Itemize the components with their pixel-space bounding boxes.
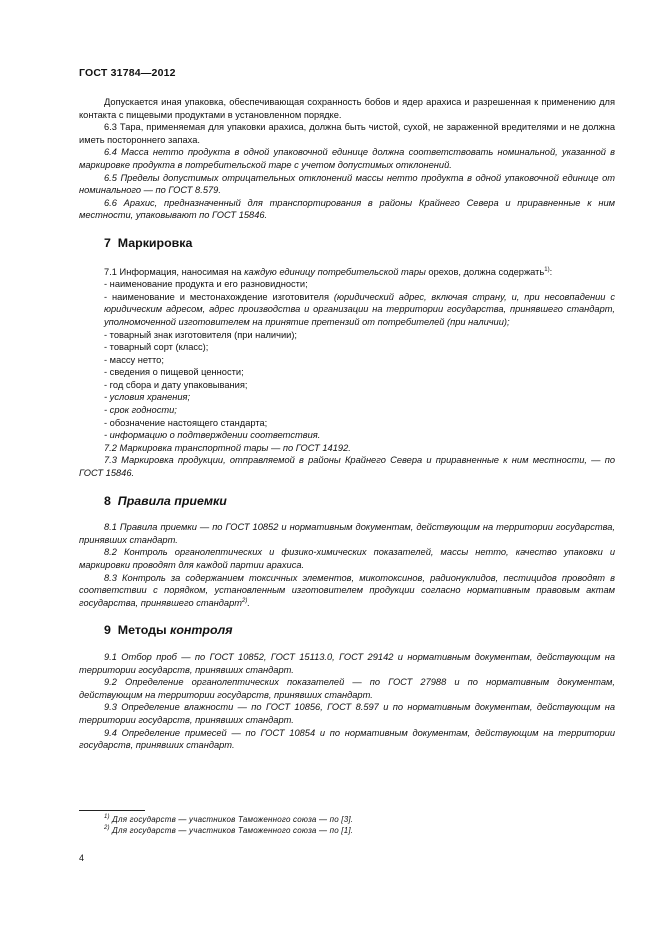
text: . — [247, 597, 250, 608]
text: орехов, должна содержать — [425, 266, 545, 277]
paragraph — [79, 572, 615, 610]
text: - наименование и местонахождение изготовителя — [104, 291, 334, 302]
text: : — [549, 266, 553, 277]
footnote-text: Для государств — участников Таможенного союза — по [1]. — [109, 826, 354, 835]
section-title: Правила приемки — [117, 493, 227, 508]
section-number: 8 — [104, 493, 111, 508]
paragraph: 6.4 Масса нетто продукта в одной упаковочной единице должна соответствовать номинальной, указанной в маркировке продукта в потребительской таре с учетом допустимых отклонений. — [79, 147, 615, 170]
text: 7.1 Информация, наносимая на — [104, 266, 245, 277]
paragraph: 8.1 Правила приемки — по ГОСТ 10852 и нормативным документам, действующим на территории государства, принявших стандарт. — [79, 522, 615, 545]
paragraph: 9.3 Определение влажности — по ГОСТ 10856, ГОСТ 8.597 и по нормативным документам, действующим на территории государств, принявших стандарт. — [79, 702, 615, 725]
section-number: 7 — [104, 235, 111, 250]
section-heading-9 — [79, 624, 615, 637]
document-body — [79, 96, 615, 752]
paragraph: 7.3 Маркировка продукции, отправляемой в районы Крайнего Севера и приравненные к ним местности, — по ГОСТ 15846. — [79, 455, 615, 479]
section-title-italic: контроля — [170, 623, 233, 638]
paragraph: 6.6 Арахис, предназначенный для транспортирования в районы Крайнего Севера и приравненные к ним местности, упаковывают по ГОСТ 15846. — [79, 197, 615, 221]
page-number: 4 — [79, 853, 85, 863]
list-item: - массу нетто; — [104, 354, 164, 365]
paragraph: 7.2 Маркировка транспортной тары — по ГОСТ 14192. — [104, 442, 351, 453]
footnote-2 — [104, 826, 353, 835]
section-title: Методы — [117, 623, 171, 638]
footnote-mark: 1) — [104, 814, 110, 820]
section-heading-7 — [79, 237, 615, 250]
list-item: - срок годности; — [104, 405, 177, 416]
list-item: - информацию о подтверждении соответствия. — [104, 430, 321, 441]
paragraph: 6.3 Тара, применяемая для упаковки арахиса, должна быть чистой, сухой, не зараженной вредителями и не должна иметь постороннего запаха. — [79, 122, 615, 145]
section-number: 9 — [104, 623, 111, 638]
document-header: ГОСТ 31784—2012 — [79, 67, 176, 79]
paragraph: Допускается иная упаковка, обеспечивающая сохранность бобов и ядер арахиса и разрешенная к применению для контакта с пищевыми продуктами в установленном порядке. — [79, 97, 615, 120]
list-item: - товарный сорт (класс); — [104, 342, 209, 353]
list-item: - товарный знак изготовителя (при наличии); — [104, 329, 298, 340]
footnote-1 — [104, 815, 353, 824]
list-item: - год сбора и дату упаковывания; — [104, 379, 248, 390]
list-item: - наименование продукта и его разновидности; — [104, 279, 308, 290]
list-item — [104, 291, 615, 329]
paragraph: 8.2 Контроль органолептических и физико-химических показателей, массы нетто, качество упаковки и маркировки проводят для каждой партии арахиса. — [79, 547, 615, 570]
footnote-divider — [79, 810, 145, 811]
paragraph — [79, 266, 615, 279]
list-item: - обозначение настоящего стандарта; — [104, 417, 268, 428]
paragraph: 9.4 Определение примесей — по ГОСТ 10854 и по нормативным документам, действующим на территории государств, принявших стандарт. — [79, 727, 615, 751]
paragraph: 9.2 Определение органолептических показателей — по ГОСТ 27988 и по нормативным документам, действующим на территории государств, принявших стандарт. — [79, 677, 615, 700]
section-heading-8 — [79, 495, 615, 508]
text: каждую единицу потребительской тары — [244, 266, 426, 277]
paragraph: 6.5 Пределы допустимых отрицательных отклонений массы нетто продукта в одной упаковочной единице от номинального — по ГОСТ 8.579. — [79, 172, 615, 196]
text: 8.3 Контроль за содержанием токсичных элементов, микотоксинов, радионуклидов, пестицидов проводят в соответствии с порядком, установленным изготовителем продукции согласно нормативным правовым актам государства, принявшего стандарт — [79, 572, 615, 608]
paragraph: 9.1 Отбор проб — по ГОСТ 10852, ГОСТ 15113.0, ГОСТ 29142 и нормативным документам, действующим на территории государств, принявших стандарт. — [79, 651, 615, 675]
text: (юридический адрес, включая страну, и, при несовпадении с юридическим адресом, адрес производства и организации на территории государства, принявшего стандарт, уполномоченной изготовителем на принятие претензий от потребителей (при наличии); — [104, 291, 615, 327]
footnote-text: Для государств — участников Таможенного союза — по [3]. — [109, 815, 354, 824]
footnote-ref: 1) — [544, 266, 550, 273]
list-item: - сведения о пищевой ценности; — [104, 367, 244, 378]
list-item: - условия хранения; — [104, 392, 191, 403]
section-title: Маркировка — [117, 235, 193, 250]
footnote-ref: 2) — [242, 597, 248, 604]
footnote-mark: 2) — [104, 825, 110, 831]
